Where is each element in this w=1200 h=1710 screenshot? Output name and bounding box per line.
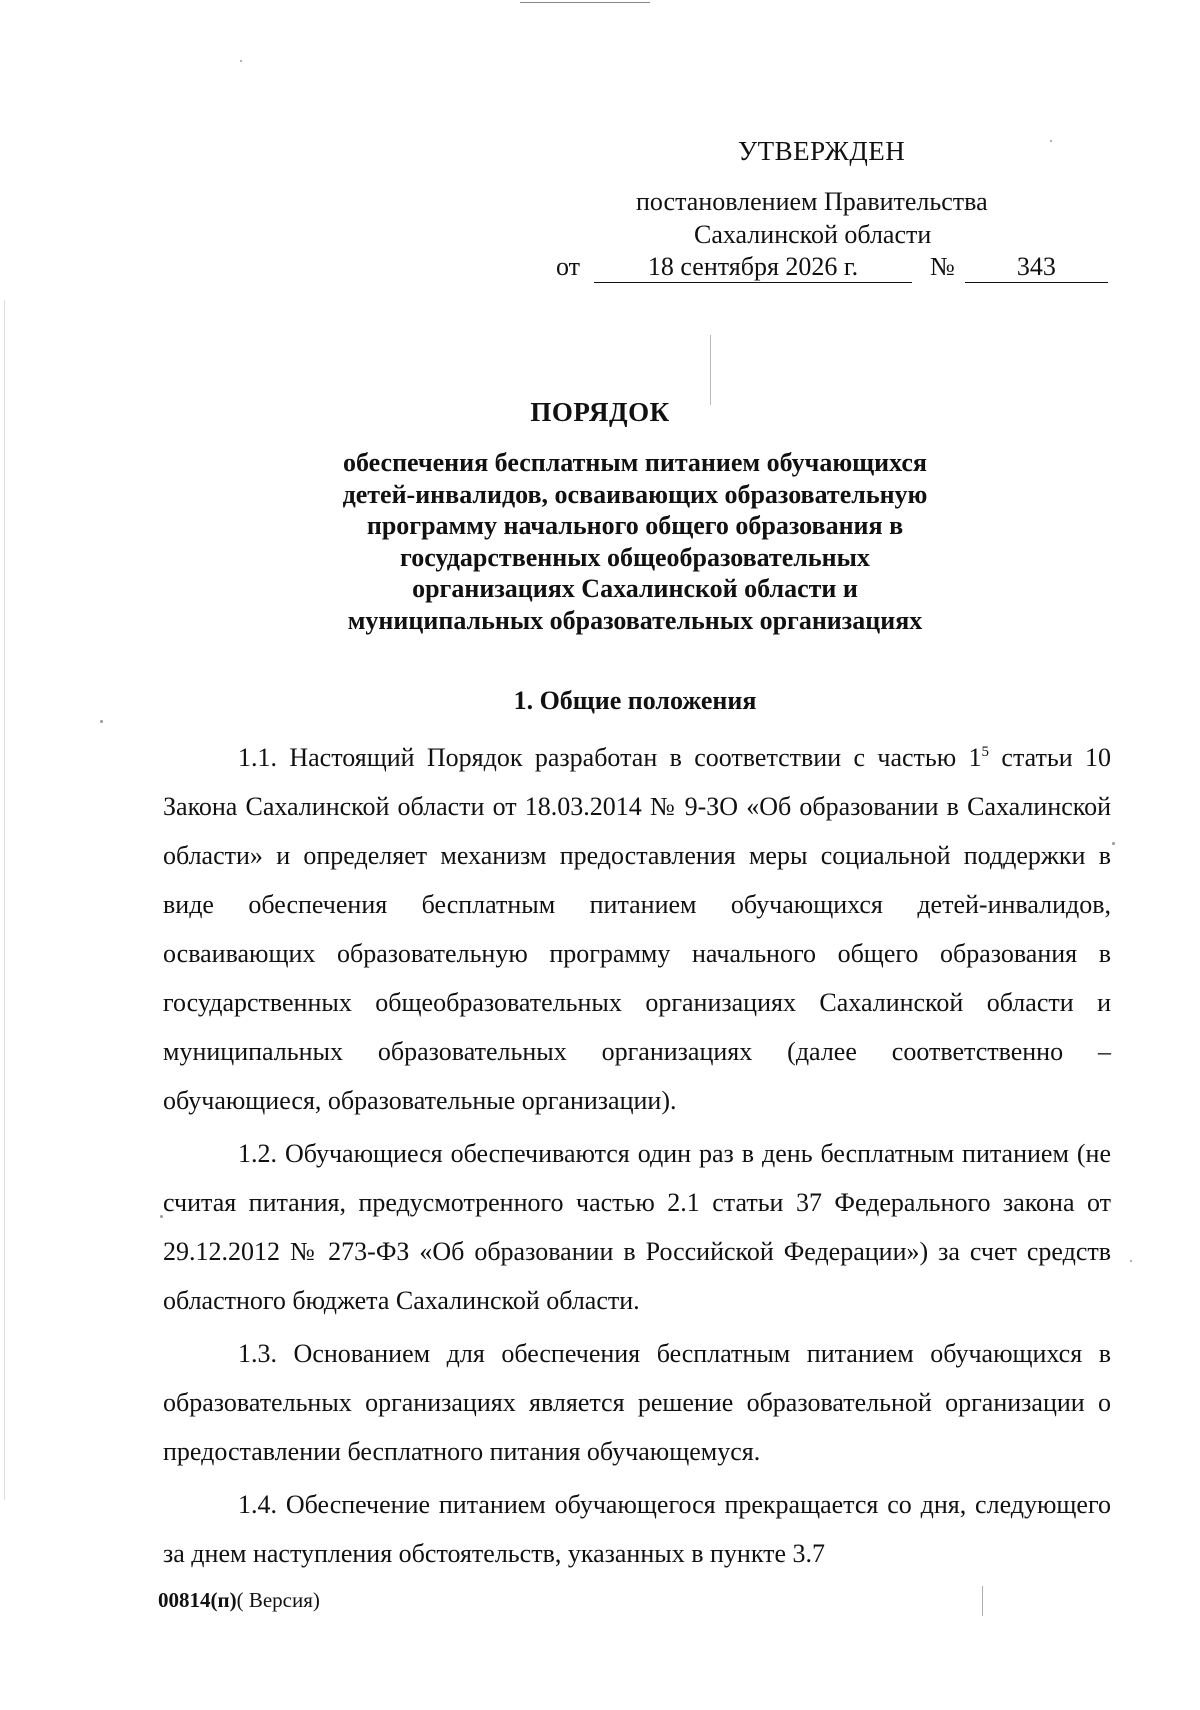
paragraph-1-1	[163, 733, 1111, 1125]
paragraph-1-2: 1.2. Обучающиеся обеспечиваются один раз в день бесплатным питанием (не считая питания, предусмотренного частью 2.1 статьи 37 Федерального закона от 29.12.2012 № 273-ФЗ «Об образовании в Российской Федерации») за счет средств областного бюджета Сахалинской области.	[163, 1139, 1111, 1315]
decree-number: 343	[965, 252, 1108, 283]
document-title: ПОРЯДОК	[530, 397, 670, 427]
paragraph-1-3: 1.3. Основанием для обеспечения бесплатным питанием обучающихся в образовательных организациях является решение образовательной организации о предоставлении бесплатного питания обучающемуся.	[163, 1339, 1111, 1466]
scan-fold-mark	[710, 335, 711, 405]
date-prefix: от	[556, 252, 581, 281]
scan-speck	[100, 720, 103, 723]
decree-line-1: постановлением Правительства	[636, 187, 988, 216]
section-heading: 1. Общие положения	[513, 686, 757, 715]
scan-speck	[1050, 140, 1052, 142]
subtitle-line: обеспечения бесплатным питанием обучающихся	[343, 448, 927, 477]
scan-speck	[1130, 1260, 1132, 1262]
scan-speck	[240, 60, 242, 62]
decree-date: 18 сентября 2026 г.	[594, 252, 912, 283]
document-version: ( Версия)	[236, 1588, 320, 1612]
superscript: 5	[981, 744, 990, 760]
subtitle-line: программу начального общего образования в	[366, 511, 904, 540]
scan-speck	[1112, 842, 1115, 845]
document-body	[163, 733, 1111, 1582]
paragraph-text: статьи 10 Закона Сахалинской области от 18.03.2014 № 9-ЗО «Об образовании в Сахалинской области» и определяет механизм предоставления меры социальной поддержки в виде обеспечения бесплатным питанием обучающихся детей-инвалидов, осваивающих образовательную программу начального общего образования в государственных общеобразовательных организациях Сахалинской области и муниципальных образовательных организациях (далее соответственно – обучающиеся, образовательные организации).	[163, 743, 1111, 1115]
paragraph-text: 1.1. Настоящий Порядок разработан в соответствии с частью 1	[238, 743, 982, 772]
decree-date-number-line	[556, 252, 1108, 283]
subtitle-line: организациях Сахалинской области и	[412, 574, 858, 603]
decree-line-2: Сахалинской области	[694, 220, 932, 249]
number-sign: №	[930, 252, 955, 281]
scan-edge-line	[520, 2, 650, 3]
subtitle-line: детей-инвалидов, осваивающих образовательную	[342, 479, 928, 509]
subtitle-line: государственных общеобразовательных	[400, 542, 870, 572]
document-subtitle	[300, 447, 970, 636]
scan-left-edge	[4, 300, 5, 1500]
footer-code	[158, 1588, 320, 1613]
paragraph-1-4: 1.4. Обеспечение питанием обучающегося прекращается со дня, следующего за днем наступления обстоятельств, указанных в пункте 3.7	[163, 1490, 1111, 1568]
approved-label: УТВЕРЖДЕН	[738, 136, 906, 166]
scan-fold-mark	[982, 1586, 983, 1616]
subtitle-line: муниципальных образовательных организациях	[347, 605, 923, 635]
document-code: 00814(п)	[158, 1588, 237, 1612]
